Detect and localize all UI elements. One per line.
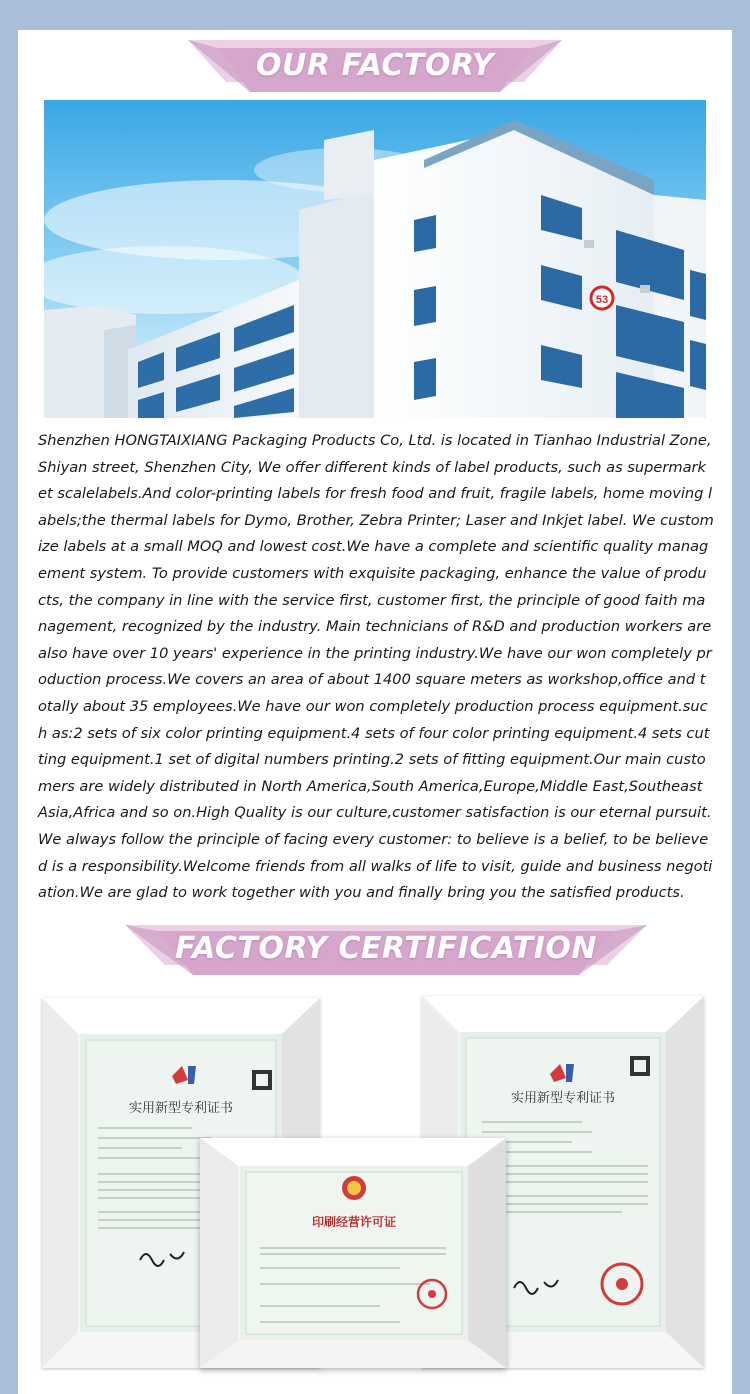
building-sign-number: 53 [595, 294, 609, 306]
our-factory-title: OUR FACTORY [256, 48, 494, 83]
company-description: Shenzhen HONGTAIXIANG Packaging Products Co, Ltd. is located in Tianhao Industrial Zone, Shiyan street, Shenzhen City, We offer different kinds of label products, such as supermarket scalelabels.And color-printing labels for fresh food and fruit, fragile labels, home moving labels;the thermal labels for Dymo, Brother, Zebra Printer; Laser and Inkjet label. We customize labels at a small MOQ and lowest cost.We have a complete and scientific quality management system. To provide customers with exquisite packaging, enhance the value of products, the company in line with the service first, customer first, the principle of good faith management, recognized by the industry. Main technicians of R&D and production workers are also have over 10 years' experience in the printing industry.We have our won completely production process.We covers an area of about 1400 square meters as workshop,office and totally about 35 employees.We have our won completely production process equipment.such as:2 sets of six color printing equipment.4 sets of four color printing equipment.4 sets cutting equipment.1 set of digital numbers printing.2 sets of fitting equipment.Our main customers are widely distributed in North America,South America,Europe,Middle East,Southeast Asia,Africa and so on.High Quality is our culture,customer satisfaction is our eternal pursuit.We always follow the principle of facing every customer: to believe is a belief, to be believed is a responsibility.Welcome friends from all walks of life to visit, guide and business negotiation.We are glad to work together with you and finally bring you the satisfied products. [38, 432, 714, 902]
certificate-heading: 印刷经营许可证 [311, 1215, 397, 1229]
certificate-heading: 实用新型专利证书 [510, 1091, 616, 1106]
factory-building-photo [44, 100, 706, 418]
factory-certification-banner [125, 925, 647, 987]
factory-certification-title: FACTORY CERTIFICATION [174, 931, 598, 966]
our-factory-banner [188, 40, 562, 102]
certificate-heading: 实用新型专利证书 [128, 1101, 234, 1116]
printing-license-certificate [200, 1138, 506, 1368]
